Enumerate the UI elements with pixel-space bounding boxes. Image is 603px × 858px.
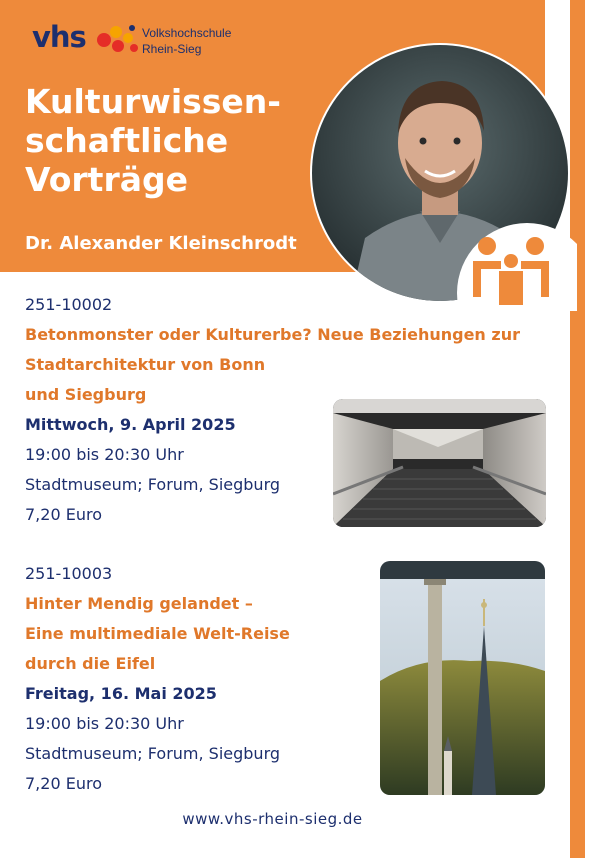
event-date: Mittwoch, 9. April 2025 [25, 415, 236, 434]
logo-dots-icon [96, 22, 140, 58]
website-link[interactable]: www.vhs-rhein-sieg.de [182, 810, 363, 828]
logo-line-rhein-sieg: Rhein-Sieg [142, 42, 202, 56]
logo-line-volkshochschule: Volkshochschule [142, 26, 232, 40]
page-title [25, 82, 325, 199]
event-code: 251-10002 [25, 295, 113, 314]
event-price: 7,20 Euro [25, 505, 102, 524]
author-name: Dr. Alexander Kleinschrodt [25, 233, 297, 254]
accent-stripe [570, 0, 585, 858]
event-title [25, 320, 525, 410]
event-title-line: Eine multimediale Welt-Reise [25, 624, 290, 643]
title-line: Kulturwissen- [25, 82, 281, 121]
event-date: Freitag, 16. Mai 2025 [25, 684, 217, 703]
event-title-line: und Siegburg [25, 385, 147, 404]
event-place: Stadtmuseum; Forum, Siegburg [25, 475, 281, 494]
title-line: Vorträge [25, 160, 189, 199]
stairwell-photo [333, 399, 546, 527]
event-title-line: Hinter Mendig gelandet – [25, 594, 253, 613]
logo-wordmark: vhs [32, 20, 86, 54]
event-code: 251-10003 [25, 564, 113, 583]
event-time: 19:00 bis 20:30 Uhr [25, 714, 184, 733]
event-place: Stadtmuseum; Forum, Siegburg [25, 744, 281, 763]
event-title-line: Betonmonster oder Kulturerbe? Neue Beziehungen zur [25, 325, 520, 344]
event-price: 7,20 Euro [25, 774, 102, 793]
vhs-logo [32, 20, 272, 60]
event-title-line: Stadtarchitektur von Bonn [25, 355, 266, 374]
event-title-line: durch die Eifel [25, 654, 156, 673]
event-time: 19:00 bis 20:30 Uhr [25, 445, 184, 464]
title-line: schaftliche [25, 121, 229, 160]
eifel-landscape-photo [380, 561, 545, 795]
